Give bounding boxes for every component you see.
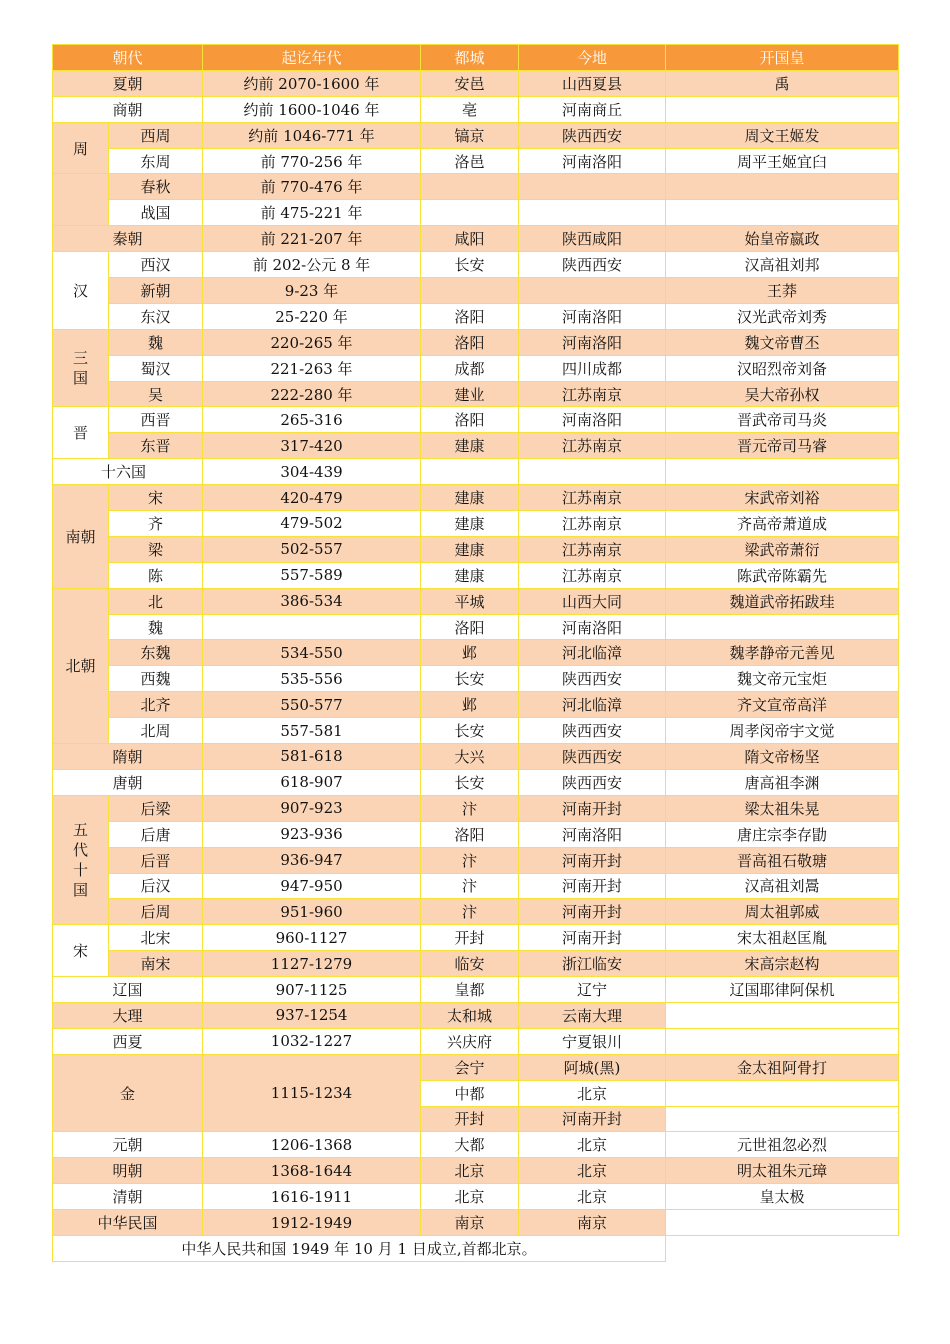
dynasty-capital: 汴 [421, 847, 519, 873]
dynasty-name: 辽国 [53, 977, 203, 1003]
dynasty-capital: 建业 [421, 381, 519, 407]
dynasty-name: 齐 [109, 511, 203, 537]
dynasty-capital [421, 459, 519, 485]
dynasty-today: 陕西西安 [519, 769, 666, 795]
dynasty-name: 梁 [109, 536, 203, 562]
dynasty-name: 后周 [109, 899, 203, 925]
dynasty-capital: 皇都 [421, 977, 519, 1003]
dynasty-capital: 洛邑 [421, 148, 519, 174]
dynasty-today: 河南开封 [519, 795, 666, 821]
dynasty-name: 商朝 [53, 96, 203, 122]
dynasty-capital: 成都 [421, 355, 519, 381]
dynasty-years: 265-316 [203, 407, 421, 433]
dynasty-founder: 陈武帝陈霸先 [666, 562, 899, 588]
dynasty-capital: 大都 [421, 1132, 519, 1158]
dynasty-name: 东周 [109, 148, 203, 174]
table-row [53, 1158, 899, 1184]
dynasty-name: 北齐 [109, 692, 203, 718]
dynasty-capital: 洛阳 [421, 407, 519, 433]
table-row [53, 1184, 899, 1210]
dynasty-capital: 太和城 [421, 1002, 519, 1028]
table-row [53, 692, 899, 718]
dynasty-today: 浙江临安 [519, 951, 666, 977]
dynasty-today: 河南开封 [519, 899, 666, 925]
dynasty-capital: 北京 [421, 1158, 519, 1184]
dynasty-capital: 长安 [421, 769, 519, 795]
dynasty-founder: 元世祖忽必烈 [666, 1132, 899, 1158]
group-label: 周 [53, 122, 109, 174]
dynasty-years: 1115-1234 [203, 1054, 421, 1132]
table-row [53, 459, 899, 485]
dynasty-capital: 南京 [421, 1210, 519, 1236]
table-row [53, 1028, 899, 1054]
dynasty-years: 535-556 [203, 666, 421, 692]
dynasty-founder [666, 96, 899, 122]
dynasty-today [519, 278, 666, 304]
dynasty-capital: 大兴 [421, 744, 519, 770]
dynasty-today: 北京 [519, 1132, 666, 1158]
dynasty-name: 北周 [109, 718, 203, 744]
dynasty-years: 557-589 [203, 562, 421, 588]
dynasty-founder: 唐庄宗李存勖 [666, 821, 899, 847]
dynasty-founder: 魏文帝元宝炬 [666, 666, 899, 692]
header-dynasty: 朝代 [53, 45, 203, 71]
table-row [53, 847, 899, 873]
header-today: 今地 [519, 45, 666, 71]
group-label: 宋 [53, 925, 109, 977]
table-row [53, 899, 899, 925]
table-row [53, 407, 899, 433]
dynasty-name: 中华民国 [53, 1210, 203, 1236]
dynasty-founder: 宋武帝刘裕 [666, 485, 899, 511]
dynasty-founder [666, 174, 899, 200]
table-row [53, 977, 899, 1003]
dynasty-capital: 长安 [421, 252, 519, 278]
table-row [53, 562, 899, 588]
dynasty-today [519, 174, 666, 200]
dynasty-today: 陕西西安 [519, 252, 666, 278]
dynasty-founder: 周太祖郭威 [666, 899, 899, 925]
dynasty-name: 南宋 [109, 951, 203, 977]
dynasty-today: 云南大理 [519, 1002, 666, 1028]
dynasty-today: 江苏南京 [519, 433, 666, 459]
dynasty-founder: 皇太极 [666, 1184, 899, 1210]
dynasty-years: 907-1125 [203, 977, 421, 1003]
table-row [53, 485, 899, 511]
dynasty-today [519, 200, 666, 226]
dynasty-years: 923-936 [203, 821, 421, 847]
table-row [53, 588, 899, 614]
dynasty-founder: 金太祖阿骨打 [666, 1054, 899, 1080]
table-row [53, 381, 899, 407]
table-row [53, 1002, 899, 1028]
dynasty-today: 河南洛阳 [519, 821, 666, 847]
dynasty-founder: 宋太祖赵匡胤 [666, 925, 899, 951]
dynasty-today: 北京 [519, 1080, 666, 1106]
dynasty-name: 西夏 [53, 1028, 203, 1054]
dynasty-years: 25-220 年 [203, 303, 421, 329]
dynasty-capital: 兴庆府 [421, 1028, 519, 1054]
dynasty-years: 618-907 [203, 769, 421, 795]
dynasty-today: 江苏南京 [519, 381, 666, 407]
dynasty-today: 江苏南京 [519, 485, 666, 511]
dynasty-years: 557-581 [203, 718, 421, 744]
dynasty-founder [666, 1210, 899, 1236]
dynasty-name: 后汉 [109, 873, 203, 899]
dynasty-founder: 周平王姬宜臼 [666, 148, 899, 174]
dynasty-founder: 禹 [666, 70, 899, 96]
dynasty-today: 陕西咸阳 [519, 226, 666, 252]
dynasty-name: 吴 [109, 381, 203, 407]
dynasty-years: 479-502 [203, 511, 421, 537]
dynasty-years: 9-23 年 [203, 278, 421, 304]
dynasty-today: 河南开封 [519, 1106, 666, 1132]
dynasty-today: 河南商丘 [519, 96, 666, 122]
dynasty-founder: 唐高祖李渊 [666, 769, 899, 795]
table-row [53, 303, 899, 329]
dynasty-founder: 齐文宣帝高洋 [666, 692, 899, 718]
dynasty-years [203, 614, 421, 640]
dynasty-capital [421, 174, 519, 200]
table-row [53, 70, 899, 96]
dynasty-today: 河南洛阳 [519, 614, 666, 640]
dynasty-today: 河南洛阳 [519, 303, 666, 329]
dynasty-founder: 吴大帝孙权 [666, 381, 899, 407]
dynasty-name: 春秋 [109, 174, 203, 200]
table-row [53, 873, 899, 899]
dynasty-capital: 邺 [421, 692, 519, 718]
dynasty-founder: 梁太祖朱晃 [666, 795, 899, 821]
dynasty-name: 明朝 [53, 1158, 203, 1184]
dynasty-capital: 建康 [421, 562, 519, 588]
dynasty-today: 江苏南京 [519, 511, 666, 537]
dynasty-capital: 汴 [421, 795, 519, 821]
dynasty-today: 南京 [519, 1210, 666, 1236]
dynasty-today: 辽宁 [519, 977, 666, 1003]
dynasty-today: 北京 [519, 1184, 666, 1210]
dynasty-today: 河南开封 [519, 873, 666, 899]
dynasty-years: 1912-1949 [203, 1210, 421, 1236]
dynasty-years: 907-923 [203, 795, 421, 821]
dynasty-today: 河南洛阳 [519, 329, 666, 355]
dynasty-name: 清朝 [53, 1184, 203, 1210]
dynasty-capital: 开封 [421, 925, 519, 951]
dynasty-founder: 王莽 [666, 278, 899, 304]
dynasty-name: 西晋 [109, 407, 203, 433]
dynasty-today: 宁夏银川 [519, 1028, 666, 1054]
dynasty-years: 约前 1600-1046 年 [203, 96, 421, 122]
dynasty-name: 陈 [109, 562, 203, 588]
dynasty-capital: 镐京 [421, 122, 519, 148]
group-label: 汉 [53, 252, 109, 330]
dynasty-today: 河北临漳 [519, 692, 666, 718]
table-row [53, 148, 899, 174]
table-row [53, 769, 899, 795]
dynasty-founder: 始皇帝嬴政 [666, 226, 899, 252]
dynasty-founder: 魏道武帝拓跋珪 [666, 588, 899, 614]
dynasty-years: 1616-1911 [203, 1184, 421, 1210]
table-row [53, 226, 899, 252]
dynasty-years: 前 202-公元 8 年 [203, 252, 421, 278]
table-row [53, 1132, 899, 1158]
dynasty-today: 陕西西安 [519, 122, 666, 148]
group-label-empty [53, 174, 109, 226]
dynasty-founder [666, 1080, 899, 1106]
dynasty-name: 后晋 [109, 847, 203, 873]
dynasty-years: 221-263 年 [203, 355, 421, 381]
dynasty-capital [421, 200, 519, 226]
dynasty-name: 秦朝 [53, 226, 203, 252]
dynasty-founder: 梁武帝萧衍 [666, 536, 899, 562]
header-founder: 开国皇 [666, 45, 899, 71]
group-label: 南朝 [53, 485, 109, 589]
dynasty-today: 北京 [519, 1158, 666, 1184]
dynasty-name: 西魏 [109, 666, 203, 692]
dynasty-founder: 汉高祖刘邦 [666, 252, 899, 278]
dynasty-name: 新朝 [109, 278, 203, 304]
dynasty-founder: 汉光武帝刘秀 [666, 303, 899, 329]
table-row [53, 640, 899, 666]
dynasty-name: 北 [109, 588, 203, 614]
dynasty-founder: 隋文帝杨坚 [666, 744, 899, 770]
dynasty-today: 河南洛阳 [519, 148, 666, 174]
table-row [53, 200, 899, 226]
dynasty-today: 河南洛阳 [519, 407, 666, 433]
dynasty-years: 1368-1644 [203, 1158, 421, 1184]
dynasty-capital: 安邑 [421, 70, 519, 96]
dynasty-name: 后唐 [109, 821, 203, 847]
dynasty-name: 夏朝 [53, 70, 203, 96]
table-row [53, 821, 899, 847]
dynasty-years: 534-550 [203, 640, 421, 666]
table-row [53, 718, 899, 744]
dynasty-years: 420-479 [203, 485, 421, 511]
dynasty-founder: 宋高宗赵构 [666, 951, 899, 977]
dynasty-name: 魏 [109, 329, 203, 355]
dynasty-name: 西周 [109, 122, 203, 148]
table-row [53, 666, 899, 692]
dynasty-capital: 会宁 [421, 1054, 519, 1080]
dynasty-founder [666, 1002, 899, 1028]
dynasty-table [52, 44, 899, 1262]
dynasty-founder [666, 1106, 899, 1132]
dynasty-name: 北宋 [109, 925, 203, 951]
dynasty-today: 四川成都 [519, 355, 666, 381]
dynasty-years: 约前 1046-771 年 [203, 122, 421, 148]
table-row [53, 1210, 899, 1236]
dynasty-name: 金 [53, 1054, 203, 1132]
dynasty-capital: 建康 [421, 511, 519, 537]
dynasty-capital [421, 278, 519, 304]
table-row [53, 174, 899, 200]
dynasty-founder: 明太祖朱元璋 [666, 1158, 899, 1184]
header-years: 起讫年代 [203, 45, 421, 71]
dynasty-today: 阿城(黑) [519, 1054, 666, 1080]
dynasty-years: 前 221-207 年 [203, 226, 421, 252]
dynasty-today: 陕西西安 [519, 718, 666, 744]
table-row [53, 329, 899, 355]
dynasty-capital: 建康 [421, 536, 519, 562]
dynasty-years: 1127-1279 [203, 951, 421, 977]
dynasty-capital: 开封 [421, 1106, 519, 1132]
dynasty-today: 江苏南京 [519, 562, 666, 588]
dynasty-capital: 洛阳 [421, 614, 519, 640]
dynasty-founder [666, 459, 899, 485]
dynasty-capital: 中都 [421, 1080, 519, 1106]
table-row [53, 122, 899, 148]
dynasty-capital: 邺 [421, 640, 519, 666]
table-row [53, 1054, 899, 1080]
dynasty-founder [666, 614, 899, 640]
dynasty-years: 222-280 年 [203, 381, 421, 407]
dynasty-name: 元朝 [53, 1132, 203, 1158]
dynasty-years: 前 770-256 年 [203, 148, 421, 174]
dynasty-capital: 洛阳 [421, 303, 519, 329]
dynasty-name: 蜀汉 [109, 355, 203, 381]
dynasty-capital: 建康 [421, 433, 519, 459]
table-row [53, 252, 899, 278]
table-row [53, 96, 899, 122]
dynasty-years: 550-577 [203, 692, 421, 718]
table-row [53, 536, 899, 562]
dynasty-years: 220-265 年 [203, 329, 421, 355]
dynasty-name: 西汉 [109, 252, 203, 278]
dynasty-years: 317-420 [203, 433, 421, 459]
dynasty-founder: 周文王姬发 [666, 122, 899, 148]
dynasty-years: 951-960 [203, 899, 421, 925]
dynasty-years: 1032-1227 [203, 1028, 421, 1054]
table-row [53, 744, 899, 770]
dynasty-name: 东汉 [109, 303, 203, 329]
table-row [53, 614, 899, 640]
dynasty-capital: 汴 [421, 899, 519, 925]
table-row [53, 355, 899, 381]
dynasty-years: 前 475-221 年 [203, 200, 421, 226]
dynasty-years: 936-947 [203, 847, 421, 873]
footer-row [53, 1235, 899, 1261]
dynasty-today: 陕西西安 [519, 744, 666, 770]
dynasty-name: 东晋 [109, 433, 203, 459]
dynasty-founder: 晋元帝司马睿 [666, 433, 899, 459]
dynasty-today: 山西大同 [519, 588, 666, 614]
dynasty-today: 山西夏县 [519, 70, 666, 96]
dynasty-today: 江苏南京 [519, 536, 666, 562]
dynasty-founder [666, 1028, 899, 1054]
dynasty-capital: 长安 [421, 666, 519, 692]
dynasty-founder: 汉高祖刘暠 [666, 873, 899, 899]
dynasty-capital: 咸阳 [421, 226, 519, 252]
group-label: 北朝 [53, 588, 109, 743]
dynasty-name: 宋 [109, 485, 203, 511]
dynasty-founder: 辽国耶律阿保机 [666, 977, 899, 1003]
dynasty-founder: 晋武帝司马炎 [666, 407, 899, 433]
dynasty-founder: 齐高帝萧道成 [666, 511, 899, 537]
dynasty-capital: 亳 [421, 96, 519, 122]
blank-cell [666, 1235, 899, 1261]
dynasty-name: 后梁 [109, 795, 203, 821]
group-label: 三 国 [53, 329, 109, 407]
dynasty-founder: 魏孝静帝元善见 [666, 640, 899, 666]
dynasty-capital: 平城 [421, 588, 519, 614]
dynasty-founder: 周孝闵帝宇文觉 [666, 718, 899, 744]
dynasty-capital: 汴 [421, 873, 519, 899]
dynasty-years: 502-557 [203, 536, 421, 562]
dynasty-years: 前 770-476 年 [203, 174, 421, 200]
group-label: 晋 [53, 407, 109, 459]
dynasty-name: 十六国 [53, 459, 203, 485]
dynasty-today: 河南开封 [519, 925, 666, 951]
dynasty-capital: 建康 [421, 485, 519, 511]
table-row [53, 433, 899, 459]
prc-founding-note: 中华人民共和国 1949 年 10 月 1 日成立,首都北京。 [53, 1235, 666, 1261]
dynasty-founder: 汉昭烈帝刘备 [666, 355, 899, 381]
dynasty-name: 大理 [53, 1002, 203, 1028]
dynasty-capital: 北京 [421, 1184, 519, 1210]
dynasty-years: 960-1127 [203, 925, 421, 951]
dynasty-name: 魏 [109, 614, 203, 640]
dynasty-capital: 临安 [421, 951, 519, 977]
dynasty-today: 河南开封 [519, 847, 666, 873]
table-row [53, 925, 899, 951]
dynasty-years: 937-1254 [203, 1002, 421, 1028]
dynasty-name: 东魏 [109, 640, 203, 666]
dynasty-years: 304-439 [203, 459, 421, 485]
table-row [53, 278, 899, 304]
dynasty-table-container [52, 44, 899, 1262]
table-row [53, 511, 899, 537]
dynasty-today [519, 459, 666, 485]
dynasty-name: 唐朝 [53, 769, 203, 795]
table-row [53, 795, 899, 821]
table-row [53, 951, 899, 977]
dynasty-years: 386-534 [203, 588, 421, 614]
dynasty-founder: 魏文帝曹丕 [666, 329, 899, 355]
dynasty-today: 河北临漳 [519, 640, 666, 666]
dynasty-capital: 洛阳 [421, 821, 519, 847]
dynasty-today: 陕西西安 [519, 666, 666, 692]
dynasty-name: 战国 [109, 200, 203, 226]
header-row [53, 45, 899, 71]
dynasty-capital: 洛阳 [421, 329, 519, 355]
dynasty-years: 约前 2070-1600 年 [203, 70, 421, 96]
dynasty-years: 1206-1368 [203, 1132, 421, 1158]
dynasty-capital: 长安 [421, 718, 519, 744]
dynasty-founder: 晋高祖石敬瑭 [666, 847, 899, 873]
dynasty-name: 隋朝 [53, 744, 203, 770]
header-capital: 都城 [421, 45, 519, 71]
dynasty-years: 947-950 [203, 873, 421, 899]
dynasty-founder [666, 200, 899, 226]
dynasty-years: 581-618 [203, 744, 421, 770]
group-label: 五 代 十 国 [53, 795, 109, 924]
